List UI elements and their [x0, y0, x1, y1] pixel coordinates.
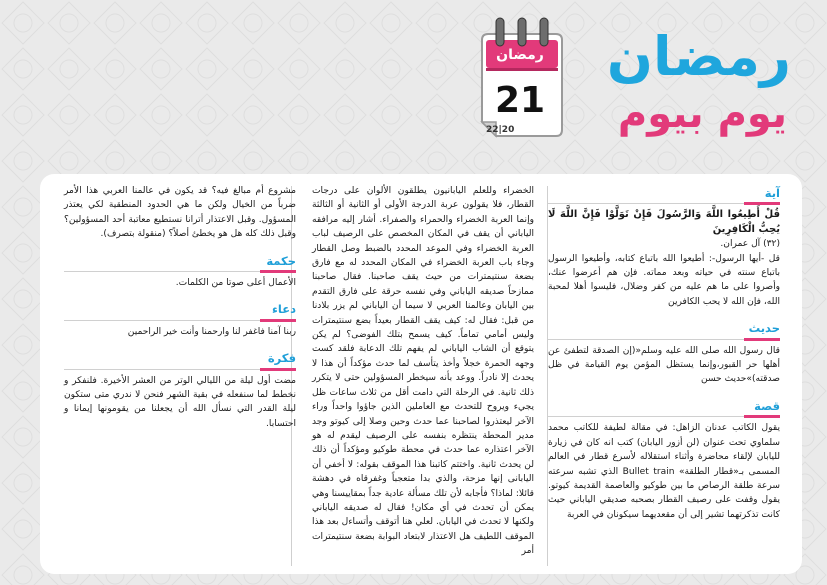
section-title-story: قصة — [548, 399, 780, 417]
calendar-month: رمضان — [496, 47, 544, 63]
left-column — [64, 184, 296, 431]
calendar-day-number: 21 — [494, 80, 546, 121]
story-continued-text: الخضراء وللعلم اليابانيون يطلقون الألوان على درجات القطار، فلا يقولون عربة الدرجة الأولى أو الثانية أو الثالثة وإنما العربة الخضراء والحمراء والصفراء. أشار إليه مرافقه الياباني أن يقف في المكان المخصص على الرصيف لباب العربة الخضراء وفي الموعد المحدد بالضبط وصل القطار وجاء باب العربة الخضراء في المكان المحدد له مع فارق بضعة سنتيمترات من حيث يقف صاحبنا. فقال صاحبنا ممازحاً صديقه الياباني وفي نفسه حرقة على فارق التقدم بين اليابان وعالمنا العربي لا سيما أن الياباني لم يزر بلادنا من قبل: فقال له: كيف يقف القطار بعيداً بضع سنتيمترات وليس أمامي تماماً. كيف يسمح بتلك الفوضى؟ لم يكن يتوقع أن الشاب الياباني لم يفهم تلك الدعابة فلقد كست وجهه الحمرة خجلاً وأخذ يتأسف لما حدث مؤكداً أن هذا لا يحدث إلا نادراً. ووعد بأنه سيخطر المسؤولين حتى لا يتكرر ذلك ثانية. في الرحلة التي دامت أقل من ثلاث ساعات ظل يجيء ويروح للتحدث مع العاملين الذين جاؤوا واحداً وراء الآخر ليعتذروا لصاحبنا عما حدث وحين وصلا إلى كيوتو وجد مدير المحطة ينتظره بنفسه على الرصيف ليقدم له هو الآخر اعتذاره عما حدث في محطة طوكيو ومؤكداً أن ذلك لن يحدث ثانية. واختتم كاتبنا هذا الموقف بقوله: لا أخفي أن اليابانى إنها مزحة، والذي بدا متعجباً وغفرقاه في دهشة قائلا: لماذا؟ فأجابه لأن تلك مسألة عادية جداً بمقاييسنا وهي يمكن أن تحدث في أي مكان! فقال له صديقه الياباني ولكنها لا تحدث في اليابان. لعلي هنا أتوقف وأتساءل بعد هذا الموقف اللطيف هل الاعتذار لابتعاد البوابة بضعة سنتيمترات أمر — [312, 186, 534, 557]
story-text: يقول الكاتب عدنان الزاهل: في مقالة لطيفة للكاتب محمد سلماوي تحت عنوان (لن أزور اليابان) كتب انه كان في زيارة لليابان لإلقاء محاضرة وأثناء استقلاله لأسرع قطار في العالم المسمى بـ«قطار الطلقة» Bullet train الذي تشبه سرعته سرعة طلقة الرصاص ما بين طوكيو والعاصمة القديمة كيوتو. يقول وقفت على رصيف القطار بصحبه صديقي الياباني حيث كانت تذكرتهما تشير إلى أن مقعديهما سيكونان في العربة — [548, 423, 780, 520]
section-title-prayer: دعاء — [64, 302, 296, 320]
section-title-aya: آية — [548, 186, 780, 204]
calendar-fraction: 22|20 — [486, 125, 515, 135]
prayer-text: ربنا آمنا فاغفر لنا وارحمنا وأنت خير الراحمين — [127, 326, 296, 337]
header-title-ramadan: رمضان — [606, 25, 791, 88]
aya-explanation: قل -أيها الرسول-: أطيعوا الله باتباع كتابه، وأطيعوا الرسول باتباع سنته في حياته وبعد مماته. فإن هم أعرضوا عنك، وأصروا على ما هم عليه من كفر وضلال، فليسوا أهلا لمحبة الله، فإن الله لا يحب الكافرين — [548, 253, 780, 307]
content-card — [40, 174, 802, 574]
hadith-text: قال رسول الله صلى الله عليه وسلم«(إن الصدقة لتطفئ عن أهلها حر القبور،وإنما يستظل المؤمن يوم القيامة في ظل صدقته)»حديث حسن — [548, 345, 780, 385]
story-conclusion-text: مشروع أم مبالغ فيه؟ قد يكون في عالمنا العربي هذا الأمر ضرباً من الخيال ولكن ما هي الحدود المنطقية لكي يعتذر المسؤول. وقبل الاعتذار أترانا نستطيع معاتبة أحد المسؤولين؟ وقبل ذلك كله هل هو يخطئ أصلاً؟ (منقولة بتصرف). — [64, 186, 296, 240]
idea-text: مضت أول ليلة من الليالي الوتر من العشر الأخيرة. فلنفكر و نخطط لما سنفعله في بقية الشهر فنحن لا ندري متى ستكون ليلة القدر التي نسأل الله أن يجعلنا من يقومونها إيمانا و احتسابا. — [64, 375, 296, 429]
section-title-wisdom: حكمة — [64, 254, 296, 272]
right-column — [548, 184, 780, 522]
middle-column — [312, 184, 534, 559]
section-title-idea: فكرة — [64, 351, 296, 369]
aya-verse: قُلْ أَطِيعُوا اللَّهَ وَالرَّسُولَ فَإِنْ تَوَلَّوْا فَإِنَّ اللَّهَ لَا يُحِبُّ الْكَافِرِينَ — [548, 209, 780, 235]
section-title-hadith: حديث — [548, 321, 780, 339]
header-title-day-by-day: يوم بيوم — [617, 91, 787, 137]
wisdom-text: الأعمال أعلى صوتا من الكلمات. — [175, 278, 296, 289]
aya-reference: (٣٢) آل عمران. — [720, 239, 780, 250]
